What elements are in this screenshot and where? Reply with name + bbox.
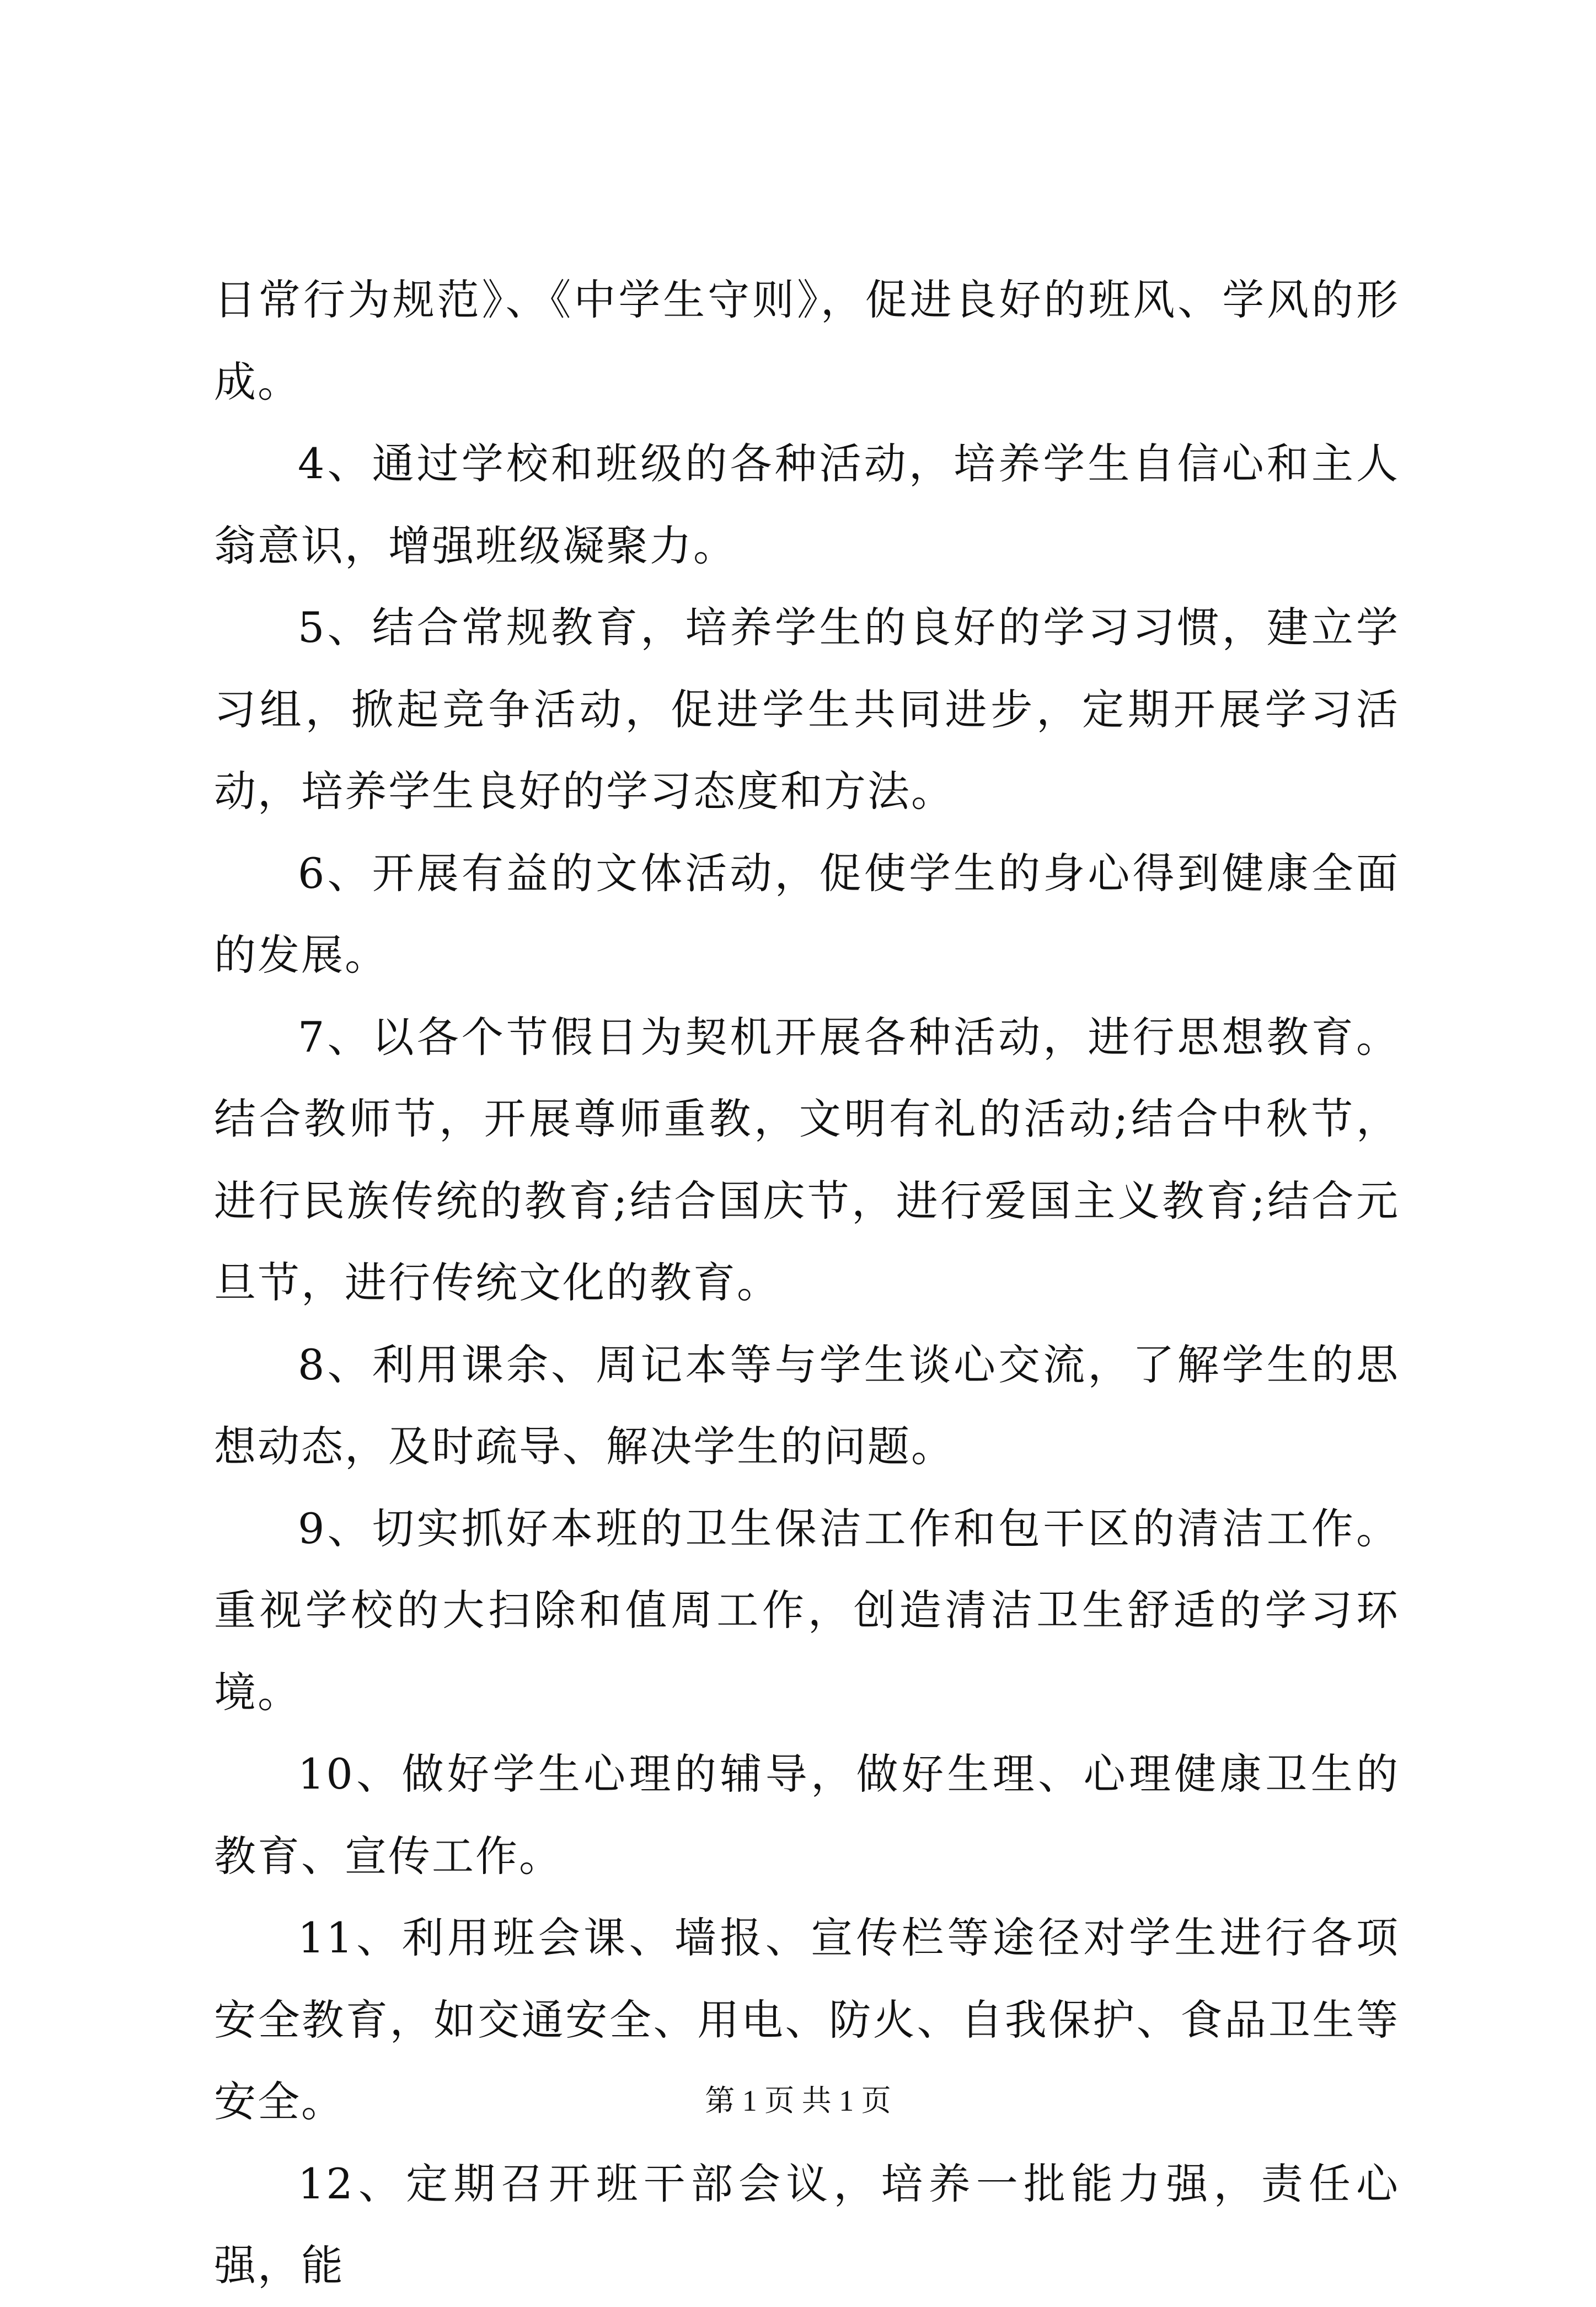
paragraph-item-8: 8、利用课余、周记本等与学生谈心交流，了解学生的思想动态，及时疏导、解决学生的问题。 (214, 1340, 1400, 1471)
paragraph-item-6: 6、开展有益的文体活动，促使学生的身心得到健康全面的发展。 (214, 848, 1400, 979)
paragraph-item-10: 10、做好学生心理的辅导，做好生理、心理健康卫生的教育、宣传工作。 (214, 1749, 1400, 1881)
document-body (214, 259, 1400, 2307)
paragraph-item-5: 5、结合常规教育，培养学生的良好的学习习惯，建立学习组，掀起竞争活动，促进学生共同进步，定期开展学习活动，培养学生良好的学习态度和方法。 (214, 603, 1400, 816)
paragraph-item-4: 4、通过学校和班级的各种活动，培养学生自信心和主人翁意识，增强班级凝聚力。 (214, 439, 1400, 570)
paragraph-item-9: 9、切实抓好本班的卫生保洁工作和包干区的清洁工作。重视学校的大扫除和值周工作，创造清洁卫生舒适的学习环境。 (214, 1503, 1400, 1717)
paragraph-continuation: 日常行为规范》、《中学生守则》，促进良好的班风、学风的形成。 (214, 275, 1400, 406)
page-footer: 第 1 页 共 1 页 (705, 2084, 891, 2117)
paragraph-item-12: 12、定期召开班干部会议，培养一批能力强，责任心强，能 (214, 2159, 1400, 2290)
paragraph-item-7: 7、以各个节假日为契机开展各种活动，进行思想教育。结合教师节，开展尊师重教，文明有礼的活动;结合中秋节，进行民族传统的教育;结合国庆节，进行爱国主义教育;结合元旦节，进行传统文化的教育。 (214, 1012, 1400, 1307)
paragraph-item-11: 11、利用班会课、墙报、宣传栏等途径对学生进行各项安全教育，如交通安全、用电、防火、自我保护、食品卫生等安全。 (214, 1913, 1400, 2126)
